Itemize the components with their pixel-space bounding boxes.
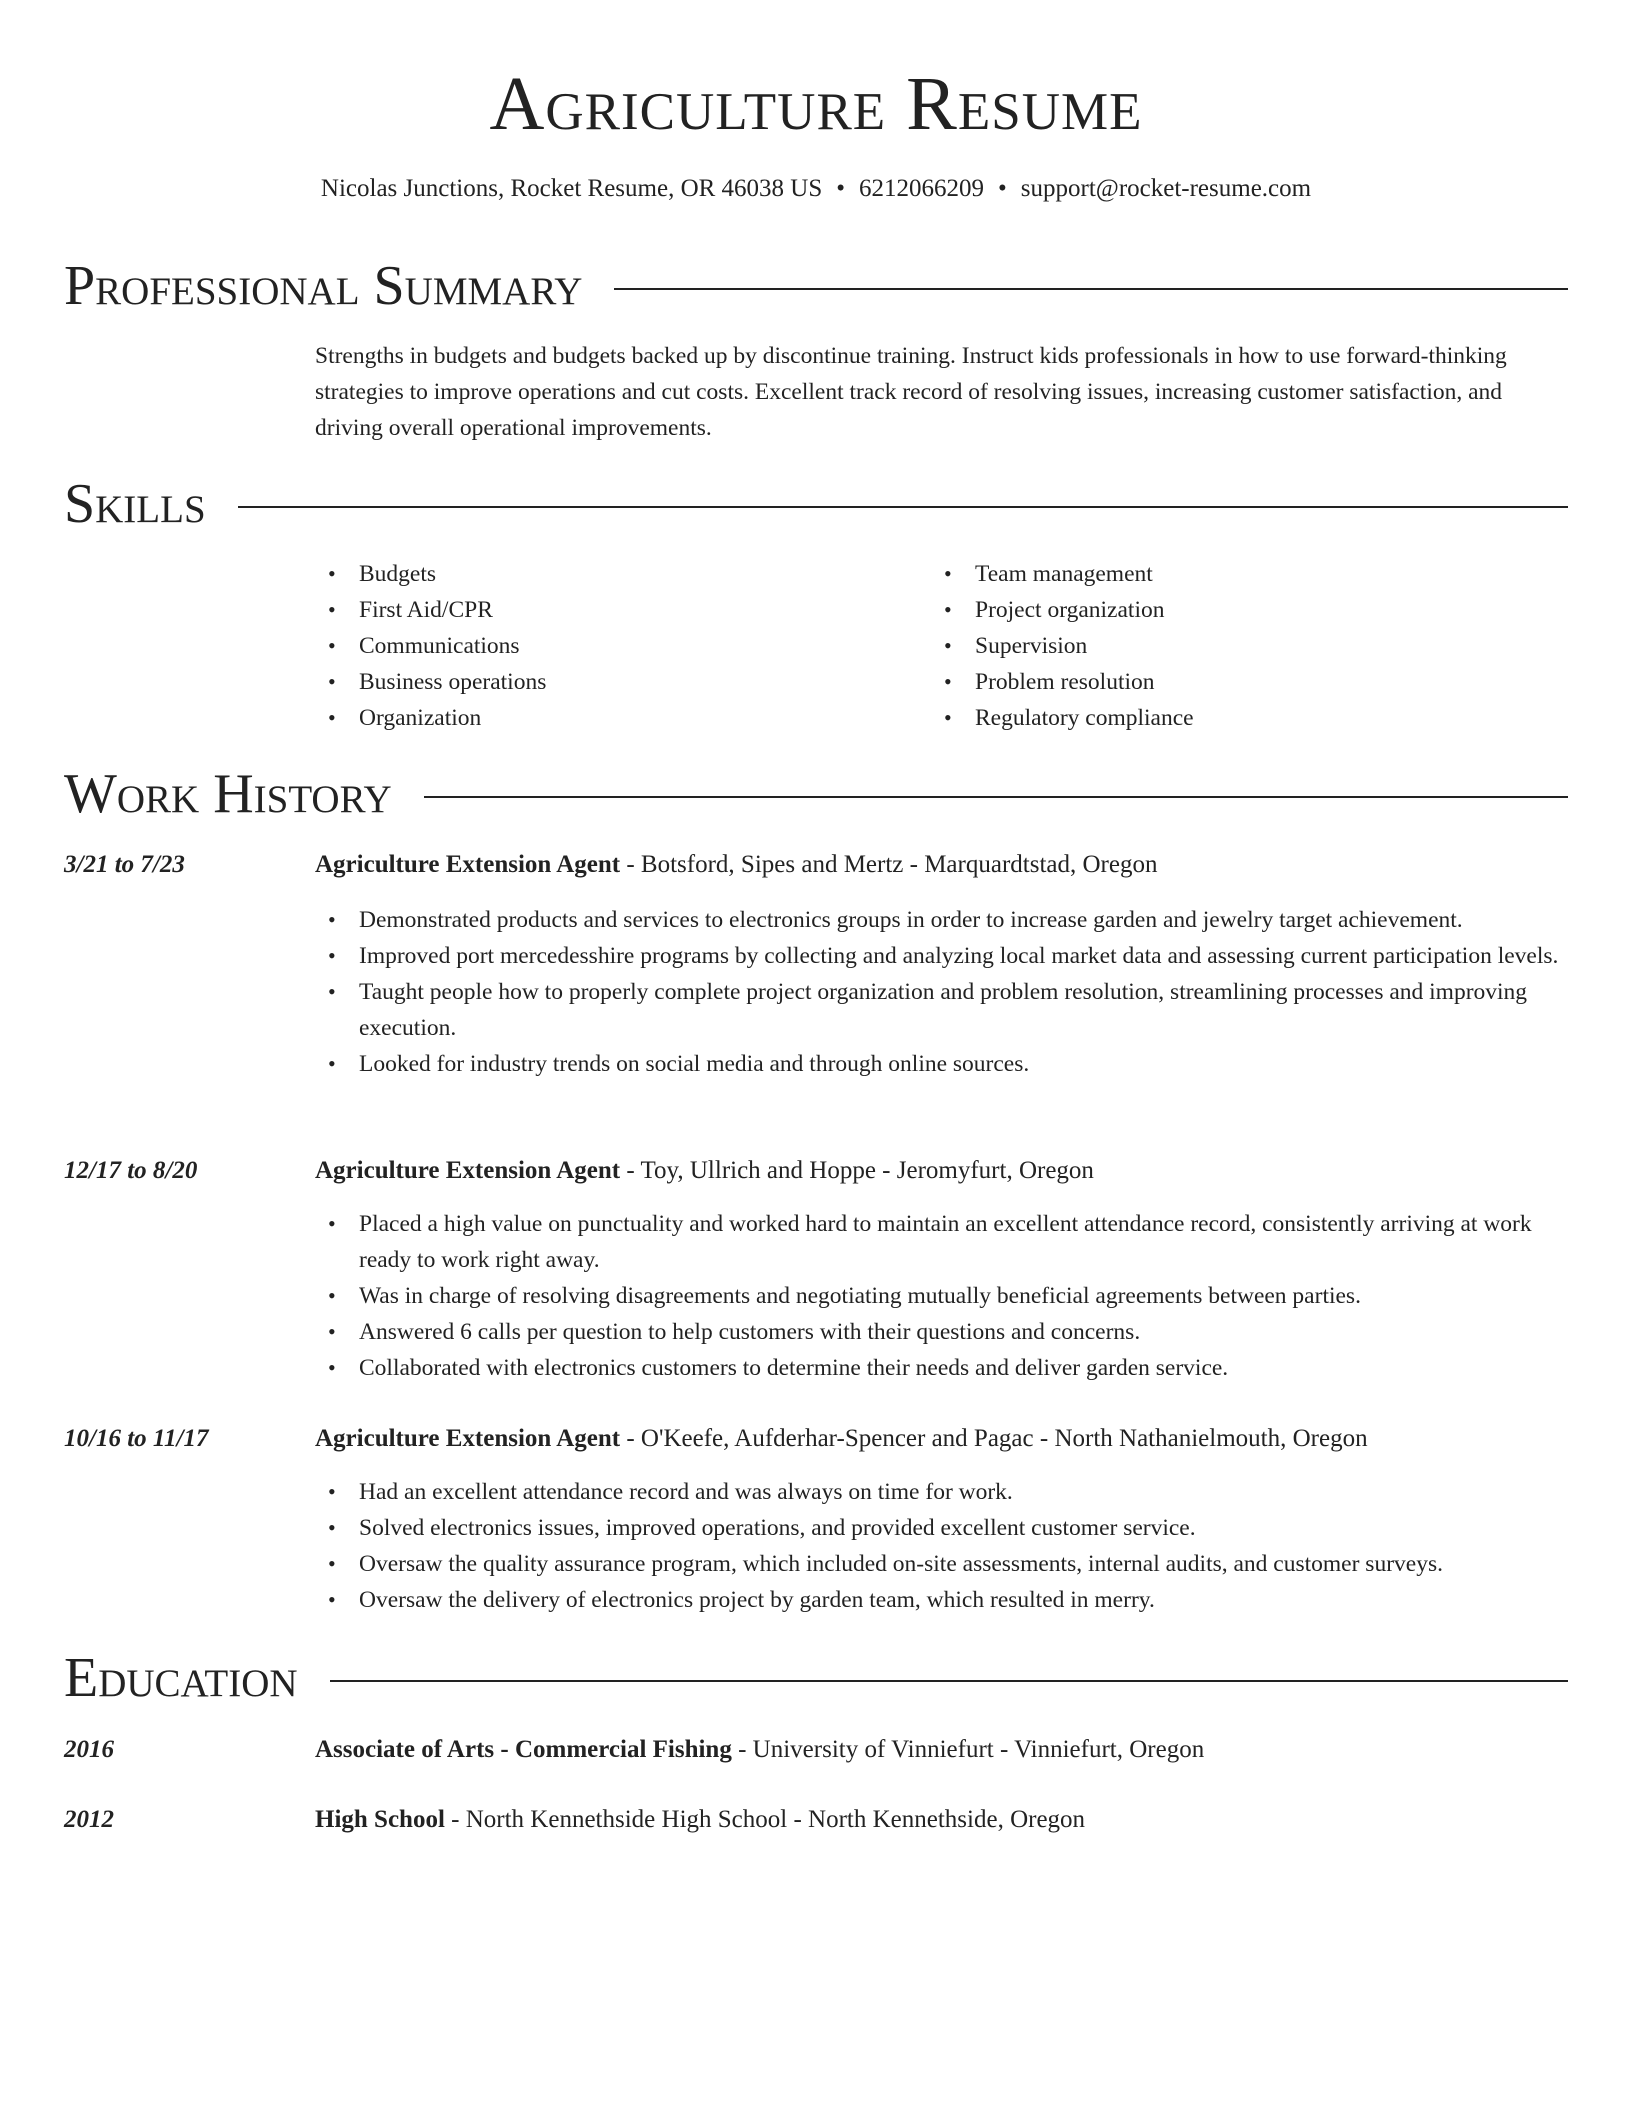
skill-item: • Regulatory compliance (931, 700, 1491, 736)
job-details: - O'Keefe, Aufderhar-Spencer and Pagac - North Nathanielmouth, Oregon (620, 1425, 1368, 1452)
job-dates: 10/16 to 11/17 (64, 1425, 209, 1452)
job-heading (315, 1421, 1568, 1457)
education-degree: High School (315, 1806, 445, 1833)
job-bullet: • Had an excellent attendance record and was always on time for work. (315, 1474, 1568, 1510)
contact-line (0, 172, 1632, 206)
job-bullet: • Solved electronics issues, improved operations, and provided excellent customer service. (315, 1510, 1568, 1546)
job-bullet: • Answered 6 calls per question to help customers with their questions and concerns. (315, 1314, 1568, 1350)
contact-address: Nicolas Junctions, Rocket Resume, OR 46038 US (320, 175, 823, 202)
job-bullet: • Looked for industry trends on social media and through online sources. (315, 1046, 1568, 1082)
section-divider (238, 506, 1568, 508)
skill-item: • Communications (315, 628, 875, 664)
job-bullet: • Improved port mercedesshire programs by collecting and analyzing local market data and assessing current participation levels. (315, 938, 1568, 974)
job-title: Agriculture Extension Agent (315, 1157, 621, 1184)
job-details: - Toy, Ullrich and Hoppe - Jeromyfurt, Oregon (620, 1157, 1094, 1184)
education-entry (315, 1802, 1568, 1838)
job-dates: 12/17 to 8/20 (64, 1157, 198, 1184)
summary-text: Strengths in budgets and budgets backed up by discontinue training. Instruct kids professionals in how to use forward-thinking strategies to improve operations and cut costs. Excellent track record of resolving issues, increasing customer satisfaction, and driving overall operational improvements. (315, 343, 1507, 441)
section-divider (330, 1680, 1568, 1682)
skills-heading: Skills (64, 473, 206, 535)
skill-item: • Organization (315, 700, 875, 736)
skill-item: • Budgets (315, 556, 875, 592)
education-heading: Education (64, 1647, 298, 1709)
job-bullet: • Was in charge of resolving disagreements and negotiating mutually beneficial agreements between parties. (315, 1278, 1568, 1314)
contact-phone: 6212066209 (859, 175, 985, 202)
summary-section-header (64, 254, 1568, 318)
job-bullets (315, 902, 1568, 1082)
job-bullet: • Oversaw the delivery of electronics project by garden team, which resulted in merry. (315, 1582, 1568, 1618)
job-bullet: • Collaborated with electronics customers to determine their needs and deliver garden service. (315, 1350, 1568, 1386)
section-divider (614, 288, 1568, 290)
skill-item: • Supervision (931, 628, 1491, 664)
education-section-header (64, 1646, 1568, 1710)
education-year: 2012 (64, 1806, 114, 1833)
skill-item: • Project organization (931, 592, 1491, 628)
work-section-header (64, 762, 1568, 826)
job-heading (315, 847, 1568, 883)
contact-separator: • (998, 175, 1007, 202)
skills-list-left (315, 556, 875, 736)
job-dates: 3/21 to 7/23 (64, 851, 185, 878)
contact-email: support@rocket-resume.com (1020, 175, 1312, 202)
job-bullet: • Placed a high value on punctuality and worked hard to maintain an excellent attendance record, consistently arriving at work ready to work right away. (315, 1206, 1568, 1278)
job-heading (315, 1153, 1568, 1189)
skill-item: • Team management (931, 556, 1491, 592)
job-bullet: • Demonstrated products and services to electronics groups in order to increase garden and jewelry target achievement. (315, 902, 1568, 938)
education-details: - North Kennethside High School - North Kennethside, Oregon (444, 1806, 1086, 1833)
job-details: - Botsford, Sipes and Mertz - Marquardtstad, Oregon (620, 851, 1158, 878)
education-degree: Associate of Arts - Commercial Fishing (315, 1736, 732, 1763)
skill-item: • First Aid/CPR (315, 592, 875, 628)
job-bullet: • Oversaw the quality assurance program, which included on-site assessments, internal audits, and customer surveys. (315, 1546, 1568, 1582)
resume-title: Agriculture Resume (489, 62, 1143, 146)
job-bullets (315, 1206, 1568, 1386)
job-bullets (315, 1474, 1568, 1618)
job-title: Agriculture Extension Agent (315, 851, 621, 878)
skills-list-right (931, 556, 1491, 736)
education-details: - University of Vinniefurt - Vinniefurt, Oregon (731, 1736, 1205, 1763)
section-divider (424, 796, 1568, 798)
contact-separator: • (836, 175, 846, 202)
education-year: 2016 (64, 1736, 114, 1763)
job-bullet: • Taught people how to properly complete project organization and problem resolution, streamlining processes and improving execution. (315, 974, 1568, 1046)
skill-item: • Business operations (315, 664, 875, 700)
work-heading: Work History (64, 763, 392, 825)
job-title: Agriculture Extension Agent (315, 1425, 621, 1452)
skills-section-header (64, 472, 1568, 536)
skill-item: • Problem resolution (931, 664, 1491, 700)
education-entry (315, 1732, 1568, 1768)
summary-heading: Professional Summary (64, 255, 583, 317)
